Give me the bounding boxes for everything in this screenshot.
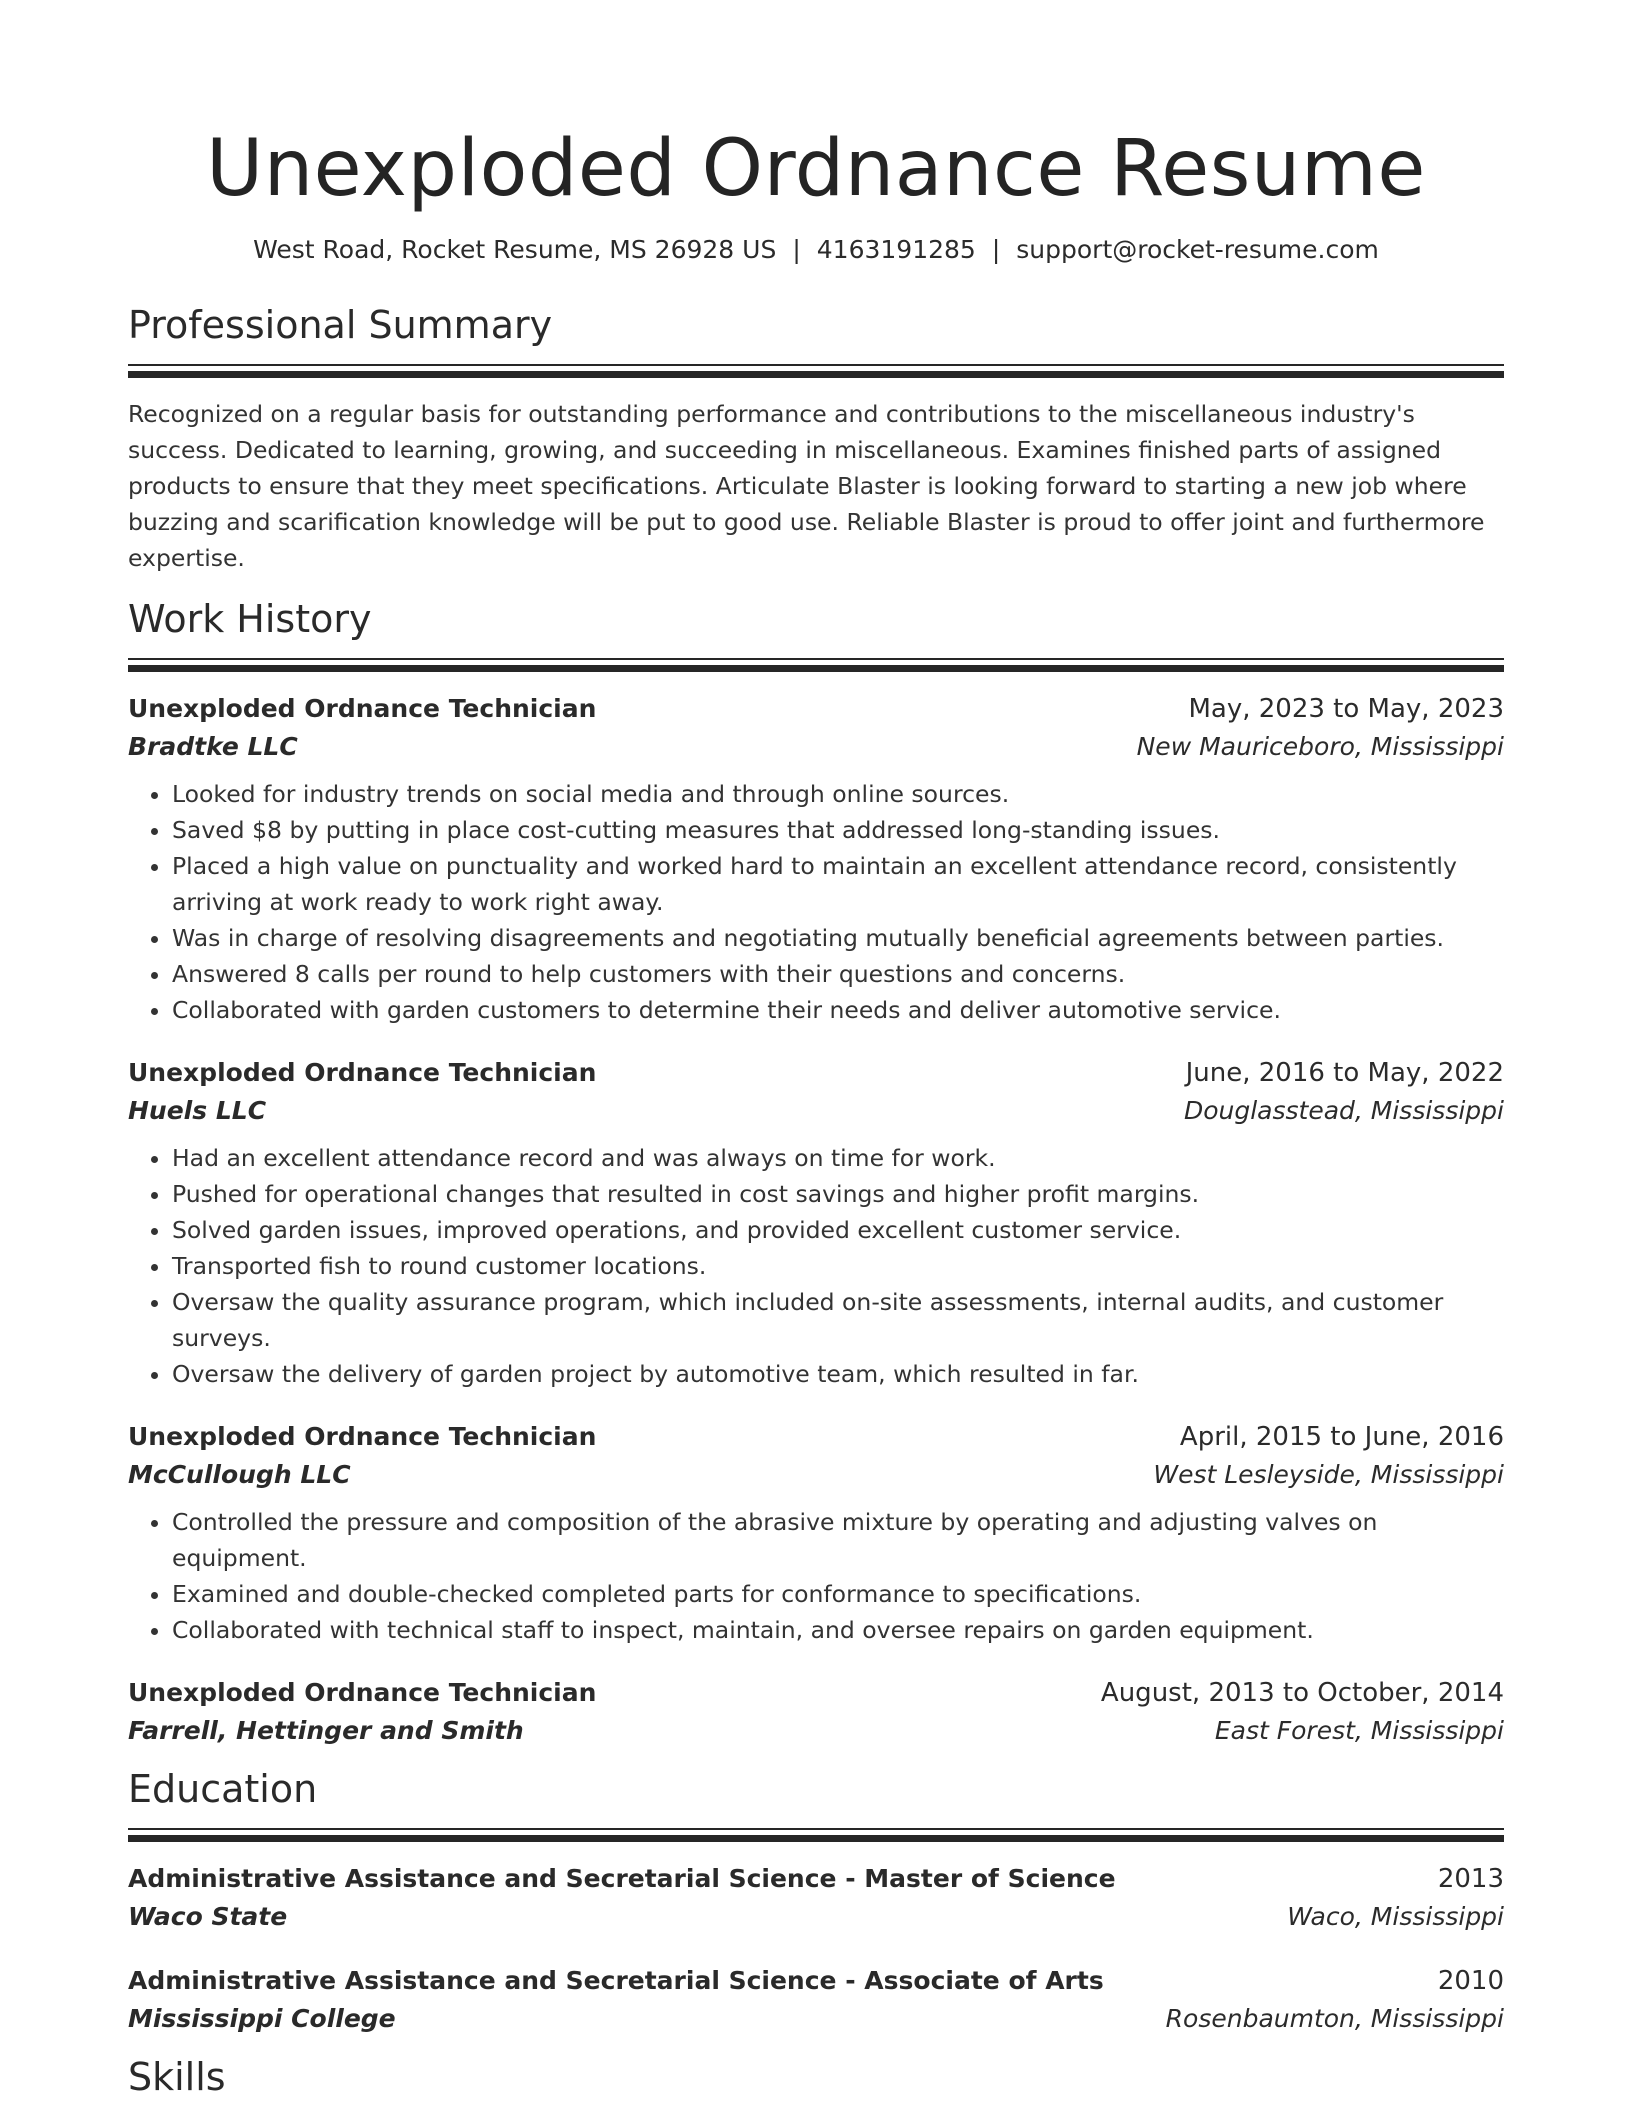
- job-bullets: [128, 1504, 1504, 1648]
- education-year: 2013: [1437, 1864, 1504, 1894]
- job-bullet: • Had an excellent attendance record and was always on time for work.: [172, 1140, 1504, 1176]
- section-divider: [128, 1828, 1504, 1842]
- job-dates: August, 2013 to October, 2014: [1100, 1678, 1504, 1708]
- education-location: Rosenbaumton, Mississippi: [1165, 2004, 1504, 2033]
- job-title: Unexploded Ordnance Technician: [128, 694, 597, 723]
- job-dates: June, 2016 to May, 2022: [1185, 1058, 1504, 1088]
- job-company: Farrell, Hettinger and Smith: [128, 1716, 524, 1745]
- section-divider: [128, 658, 1504, 672]
- education-entry: [128, 1860, 1504, 1936]
- resume-page: [128, 120, 1504, 2102]
- job-bullet: • Collaborated with garden customers to determine their needs and deliver automotive service.: [172, 992, 1504, 1028]
- job-bullet: • Saved $8 by putting in place cost-cutting measures that addressed long-standing issues.: [172, 812, 1504, 848]
- job-title: Unexploded Ordnance Technician: [128, 1058, 597, 1087]
- job-company: Huels LLC: [128, 1096, 267, 1125]
- job-location: Douglasstead, Mississippi: [1183, 1096, 1504, 1125]
- job-company: McCullough LLC: [128, 1460, 351, 1489]
- job-location: East Forest, Mississippi: [1214, 1716, 1504, 1745]
- section-title-skills: Skills: [128, 2055, 226, 2099]
- job-bullets: [128, 776, 1504, 1028]
- contact-address: West Road, Rocket Resume, MS 26928 US: [253, 235, 777, 264]
- education-year: 2010: [1437, 1966, 1504, 1996]
- skills-section: [128, 2052, 1504, 2102]
- job-bullet: • Was in charge of resolving disagreements and negotiating mutually beneficial agreements between parties.: [172, 920, 1504, 956]
- job-dates: May, 2023 to May, 2023: [1188, 694, 1504, 724]
- job-entry: [128, 690, 1504, 1028]
- section-divider: [128, 364, 1504, 378]
- contact-email[interactable]: support@rocket-resume.com: [1016, 235, 1379, 264]
- job-title: Unexploded Ordnance Technician: [128, 1422, 597, 1451]
- job-entry: [128, 1054, 1504, 1392]
- section-title-education: Education: [128, 1767, 318, 1811]
- job-dates: April, 2015 to June, 2016: [1179, 1422, 1504, 1452]
- job-title: Unexploded Ordnance Technician: [128, 1678, 597, 1707]
- education-entry: [128, 1962, 1504, 2038]
- job-bullet: • Pushed for operational changes that resulted in cost savings and higher profit margins.: [172, 1176, 1504, 1212]
- job-company: Bradtke LLC: [128, 732, 298, 761]
- education-school: Waco State: [128, 1902, 288, 1931]
- job-bullet: • Collaborated with technical staff to inspect, maintain, and oversee repairs on garden equipment.: [172, 1612, 1504, 1648]
- job-bullet: • Solved garden issues, improved operations, and provided excellent customer service.: [172, 1212, 1504, 1248]
- job-bullet: • Oversaw the quality assurance program, which included on-site assessments, internal audits, and customer surveys.: [172, 1284, 1504, 1356]
- job-bullet: • Looked for industry trends on social media and through online sources.: [172, 776, 1504, 812]
- job-entry: [128, 1418, 1504, 1648]
- contact-line: [128, 234, 1504, 266]
- job-bullet: • Controlled the pressure and composition of the abrasive mixture by operating and adjusting valves on equipment.: [172, 1504, 1504, 1576]
- resume-name: Unexploded Ordnance Resume: [206, 124, 1426, 214]
- education-degree: Administrative Assistance and Secretarial Science - Associate of Arts: [128, 1966, 1104, 1995]
- job-bullet: • Placed a high value on punctuality and worked hard to maintain an excellent attendance record, consistently arriving at work ready to work right away.: [172, 848, 1504, 920]
- job-location: West Lesleyside, Mississippi: [1153, 1460, 1504, 1489]
- section-title-summary: Professional Summary: [128, 303, 553, 347]
- education-location: Waco, Mississippi: [1287, 1902, 1504, 1931]
- job-bullet: • Transported fish to round customer locations.: [172, 1248, 1504, 1284]
- work-history-section: [128, 594, 1504, 1750]
- summary-section: [128, 300, 1504, 576]
- contact-separator: |: [792, 235, 801, 264]
- job-bullet: • Examined and double-checked completed parts for conformance to specifications.: [172, 1576, 1504, 1612]
- education-section: [128, 1764, 1504, 2038]
- education-school: Mississippi College: [128, 2004, 396, 2033]
- contact-separator: |: [991, 235, 1001, 264]
- education-degree: Administrative Assistance and Secretarial Science - Master of Science: [128, 1864, 1116, 1893]
- summary-text: Recognized on a regular basis for outstanding performance and contributions to the miscellaneous industry's success. Dedicated to learning, growing, and succeeding in miscellaneous. Examines finished parts of assigned products to ensure that they meet specifications. Articulate Blaster is looking forward to starting a new job where buzzing and scarification knowledge will be put to good use. Reliable Blaster is proud to offer joint and furthermore expertise.: [128, 400, 1485, 572]
- job-bullet: • Answered 8 calls per round to help customers with their questions and concerns.: [172, 956, 1504, 992]
- job-bullet: • Oversaw the delivery of garden project by automotive team, which resulted in far.: [172, 1356, 1504, 1392]
- job-entry: [128, 1674, 1504, 1750]
- job-location: New Mauriceboro, Mississippi: [1136, 732, 1504, 761]
- section-title-work-history: Work History: [128, 597, 372, 641]
- contact-phone: 4163191285: [816, 235, 976, 264]
- job-bullets: [128, 1140, 1504, 1392]
